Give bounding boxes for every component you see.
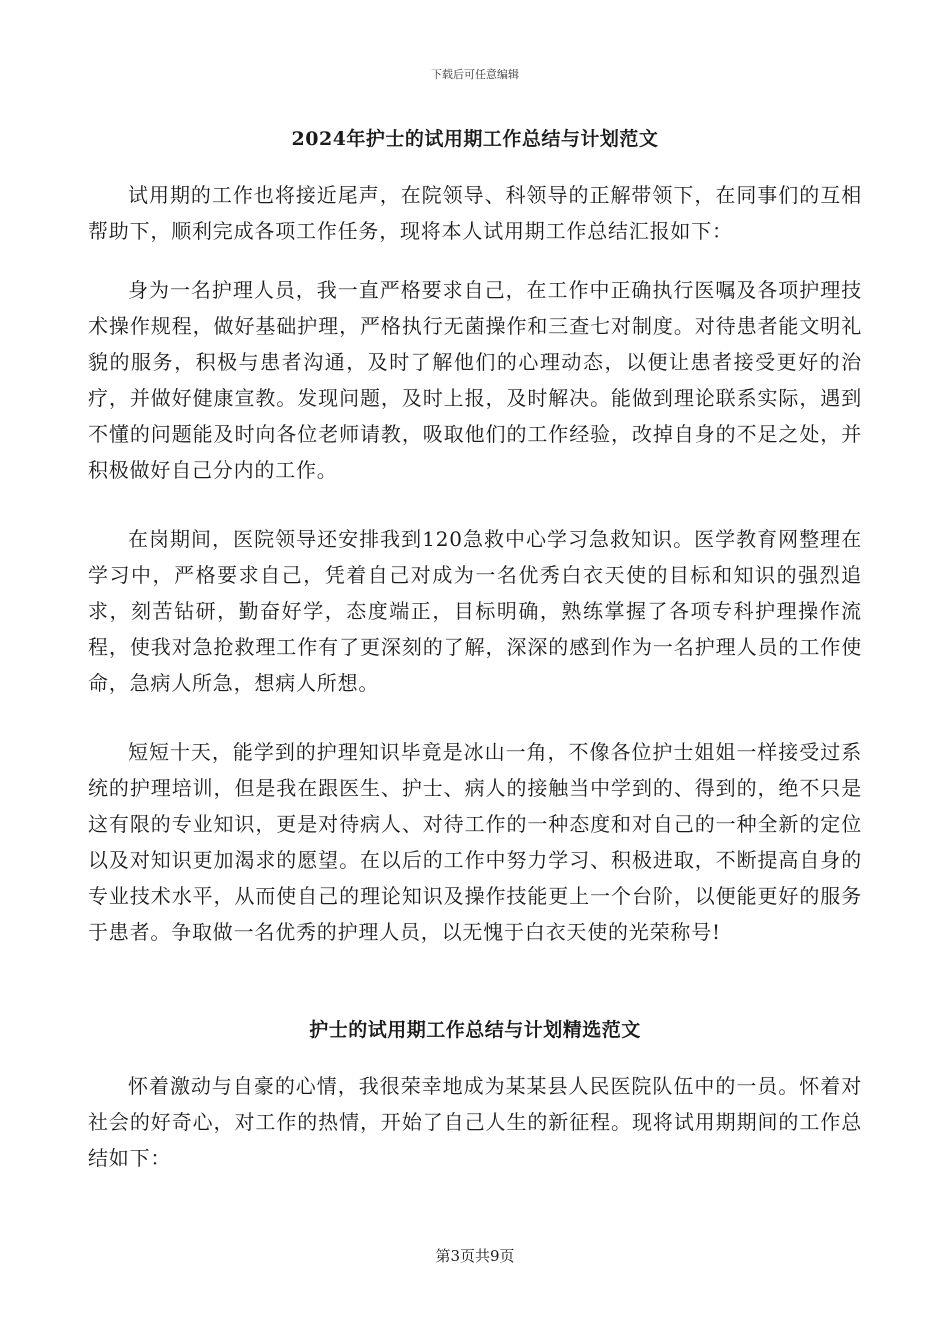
section-title: 2024年护士的试用期工作总结与计划范文 (291, 128, 659, 150)
page-header-note: 下载后可任意编辑 (431, 68, 519, 81)
paragraph: 在岗期间，医院领导还安排我到120急救中心学习急救知识。医学教育网整理在学习中，严格要求自己，凭着自己对成为一名优秀白衣天使的目标和知识的强烈追求，刻苦钻研，勤奋好学，态度端正，目标明确，熟练掌握了各项专科护理操作流程，使我对急抢救理工作有了更深刻的了解，深深的感到作为一名护理人员的工作使命，急病人所急，想病人所想。 (88, 527, 862, 695)
section-title: 护士的试用期工作总结与计划精选范文 (309, 1019, 641, 1041)
paragraph: 试用期的工作也将接近尾声，在院领导、科领导的正解带领下，在同事们的互相帮助下，顺利完成各项工作任务，现将本人试用期工作总结汇报如下： (88, 183, 862, 243)
paragraph: 短短十天，能学到的护理知识毕竟是冰山一角，不像各位护士姐姐一样接受过系统的护理培训，但是我在跟医生、护士、病人的接触当中学到的、得到的，绝不只是这有限的专业知识，更是对待病人、对待工作的一种态度和对自己的一种全新的定位以及对知识更加渴求的愿望。在以后的工作中努力学习、积极进取，不断提高自身的专业技术水平，从而使自己的理论知识及操作技能更上一个台阶，以便能更好的服务于患者。争取做一名优秀的护理人员，以无愧于白衣天使的光荣称号! (88, 740, 862, 944)
paragraph: 身为一名护理人员，我一直严格要求自己，在工作中正确执行医嘱及各项护理技术操作规程，做好基础护理，严格执行无菌操作和三查七对制度。对待患者能文明礼貌的服务，积极与患者沟通，及时了解他们的心理动态，以便让患者接受更好的治疗，并做好健康宣教。发现问题，及时上报，及时解决。能做到理论联系实际，遇到不懂的问题能及时向各位老师请教，吸取他们的工作经验，改掉自身的不足之处，并积极做好自己分内的工作。 (88, 278, 862, 482)
paragraph: 怀着激动与自豪的心情，我很荣幸地成为某某县人民医院队伍中的一员。怀着对社会的好奇心，对工作的热情，开始了自己人生的新征程。现将试用期期间的工作总结如下： (88, 1074, 862, 1170)
page-footer-number: 第3页共9页 (435, 1247, 515, 1265)
